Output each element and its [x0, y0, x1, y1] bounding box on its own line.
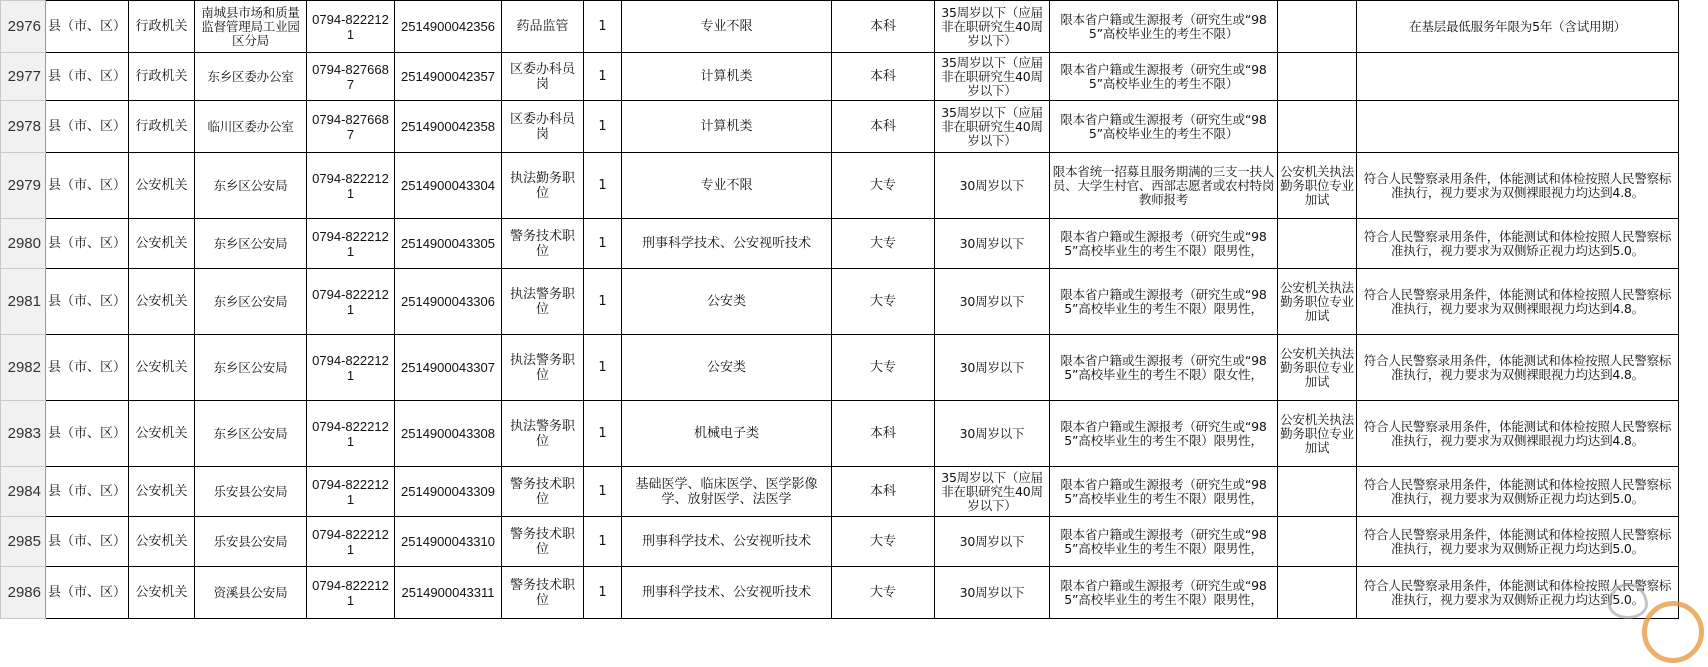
cell-post[interactable]: 药品监管: [502, 1, 584, 53]
cell-exam[interactable]: [1278, 467, 1357, 517]
cell-post[interactable]: 警务技术职位: [502, 219, 584, 269]
row-number[interactable]: 2978: [1, 101, 46, 153]
cell-code[interactable]: 2514900043306: [395, 269, 502, 335]
cell-count[interactable]: 1: [584, 269, 622, 335]
cell-code[interactable]: 2514900043310: [395, 517, 502, 567]
cell-unit[interactable]: 东乡区委办公室: [195, 53, 307, 101]
cell-age[interactable]: 30周岁以下: [935, 567, 1050, 619]
cell-phone[interactable]: 0794-8222121: [307, 219, 395, 269]
cell-post[interactable]: 警务技术职位: [502, 517, 584, 567]
cell-exam[interactable]: [1278, 219, 1357, 269]
cell-age[interactable]: 30周岁以下: [935, 517, 1050, 567]
cell-code[interactable]: 2514900042357: [395, 53, 502, 101]
cell-area[interactable]: 县（市、区）: [46, 401, 129, 467]
cell-cond[interactable]: 限本省户籍或生源报考（研究生或“985”高校毕业生的考生不限）限男性，: [1050, 401, 1278, 467]
row-number[interactable]: 2977: [1, 53, 46, 101]
cell-phone[interactable]: 0794-8222121: [307, 269, 395, 335]
cell-count[interactable]: 1: [584, 219, 622, 269]
cell-unit[interactable]: 东乡区公安局: [195, 219, 307, 269]
cell-type[interactable]: 行政机关: [129, 101, 195, 153]
cell-type[interactable]: 公安机关: [129, 401, 195, 467]
table-row: [1, 153, 1679, 219]
cell-exam[interactable]: 公安机关执法勤务职位专业加试: [1278, 269, 1357, 335]
cell-cond[interactable]: 限本省户籍或生源报考（研究生或“985”高校毕业生的考生不限）限男性，: [1050, 219, 1278, 269]
cell-exam[interactable]: [1278, 53, 1357, 101]
table-row: [1, 335, 1679, 401]
cell-phone[interactable]: 0794-8276687: [307, 53, 395, 101]
table-row: [1, 219, 1679, 269]
cell-type[interactable]: 公安机关: [129, 567, 195, 619]
cell-note[interactable]: 符合人民警察录用条件，体能测试和体检按照人民警察标准执行，视力要求为双侧裸眼视力均达到4.8。: [1357, 335, 1679, 401]
cell-area[interactable]: 县（市、区）: [46, 101, 129, 153]
cell-age[interactable]: 35周岁以下（应届非在职研究生40周岁以下）: [935, 53, 1050, 101]
cell-major[interactable]: 机械电子类: [622, 401, 832, 467]
cell-post[interactable]: 执法勤务职位: [502, 153, 584, 219]
cell-cond[interactable]: 限本省户籍或生源报考（研究生或“985”高校毕业生的考生不限）限男性，: [1050, 269, 1278, 335]
cell-age[interactable]: 35周岁以下（应届非在职研究生40周岁以下）: [935, 1, 1050, 53]
cell-cond[interactable]: 限本省户籍或生源报考（研究生或“985”高校毕业生的考生不限）: [1050, 1, 1278, 53]
table-row: [1, 401, 1679, 467]
row-number[interactable]: 2985: [1, 517, 46, 567]
cell-phone[interactable]: 0794-8222121: [307, 467, 395, 517]
table-row: [1, 1, 1679, 53]
cell-phone[interactable]: 0794-8222121: [307, 153, 395, 219]
cell-age[interactable]: 35周岁以下（应届非在职研究生40周岁以下）: [935, 101, 1050, 153]
cell-area[interactable]: 县（市、区）: [46, 517, 129, 567]
cell-exam[interactable]: [1278, 101, 1357, 153]
cell-edu[interactable]: 本科: [832, 1, 935, 53]
cell-count[interactable]: 1: [584, 567, 622, 619]
table-row: [1, 101, 1679, 153]
cell-edu[interactable]: 本科: [832, 401, 935, 467]
cell-exam[interactable]: 公安机关执法勤务职位专业加试: [1278, 335, 1357, 401]
cell-area[interactable]: 县（市、区）: [46, 269, 129, 335]
cell-edu[interactable]: 大专: [832, 153, 935, 219]
row-number[interactable]: 2982: [1, 335, 46, 401]
cell-area[interactable]: 县（市、区）: [46, 467, 129, 517]
cell-note[interactable]: 符合人民警察录用条件，体能测试和体检按照人民警察标准执行，视力要求为双侧裸眼视力均达到4.8。: [1357, 401, 1679, 467]
cell-unit[interactable]: 东乡区公安局: [195, 269, 307, 335]
cell-major[interactable]: 刑事科学技术、公安视听技术: [622, 219, 832, 269]
cell-code[interactable]: 2514900043304: [395, 153, 502, 219]
cell-note[interactable]: 符合人民警察录用条件，体能测试和体检按照人民警察标准执行，视力要求为双侧矫正视力均达到5.0。: [1357, 517, 1679, 567]
cell-post[interactable]: 执法警务职位: [502, 335, 584, 401]
cell-note[interactable]: [1357, 53, 1679, 101]
cell-phone[interactable]: 0794-8276687: [307, 101, 395, 153]
cell-post[interactable]: 警务技术职位: [502, 467, 584, 517]
cell-edu[interactable]: 本科: [832, 53, 935, 101]
cell-exam[interactable]: [1278, 517, 1357, 567]
row-number[interactable]: 2979: [1, 153, 46, 219]
row-number[interactable]: 2986: [1, 567, 46, 619]
cell-count[interactable]: 1: [584, 153, 622, 219]
row-number[interactable]: 2980: [1, 219, 46, 269]
cell-edu[interactable]: 本科: [832, 467, 935, 517]
cell-unit[interactable]: 临川区委办公室: [195, 101, 307, 153]
cell-note[interactable]: [1357, 101, 1679, 153]
cell-note[interactable]: 符合人民警察录用条件，体能测试和体检按照人民警察标准执行，视力要求为双侧矫正视力均达到5.0。: [1357, 467, 1679, 517]
cell-count[interactable]: 1: [584, 517, 622, 567]
row-number[interactable]: 2983: [1, 401, 46, 467]
cell-code[interactable]: 2514900042358: [395, 101, 502, 153]
cell-code[interactable]: 2514900042356: [395, 1, 502, 53]
cell-area[interactable]: 县（市、区）: [46, 335, 129, 401]
cell-major[interactable]: 基础医学、临床医学、医学影像学、放射医学、法医学: [622, 467, 832, 517]
cell-type[interactable]: 公安机关: [129, 269, 195, 335]
cell-edu[interactable]: 大专: [832, 567, 935, 619]
cell-cond[interactable]: 限本省户籍或生源报考（研究生或“985”高校毕业生的考生不限）限男性，: [1050, 467, 1278, 517]
cell-note[interactable]: 在基层最低服务年限为5年（含试用期）: [1357, 1, 1679, 53]
cell-age[interactable]: 30周岁以下: [935, 401, 1050, 467]
cell-type[interactable]: 公安机关: [129, 517, 195, 567]
cell-type[interactable]: 公安机关: [129, 467, 195, 517]
cell-area[interactable]: 县（市、区）: [46, 53, 129, 101]
cell-cond[interactable]: 限本省统一招募且服务期满的三支一扶人员、大学生村官、西部志愿者或农村特岗教师报考: [1050, 153, 1278, 219]
cell-edu[interactable]: 大专: [832, 335, 935, 401]
cell-cond[interactable]: 限本省户籍或生源报考（研究生或“985”高校毕业生的考生不限）: [1050, 53, 1278, 101]
cell-age[interactable]: 30周岁以下: [935, 335, 1050, 401]
cell-unit[interactable]: 乐安县公安局: [195, 517, 307, 567]
cell-type[interactable]: 行政机关: [129, 53, 195, 101]
cell-age[interactable]: 30周岁以下: [935, 153, 1050, 219]
cell-age[interactable]: 30周岁以下: [935, 269, 1050, 335]
cell-major[interactable]: 公安类: [622, 269, 832, 335]
table-row: [1, 269, 1679, 335]
table-body: [1, 1, 1679, 619]
cell-major[interactable]: 计算机类: [622, 53, 832, 101]
cell-count[interactable]: 1: [584, 467, 622, 517]
table-row: [1, 517, 1679, 567]
cell-major[interactable]: 计算机类: [622, 101, 832, 153]
cell-edu[interactable]: 本科: [832, 101, 935, 153]
row-number[interactable]: 2981: [1, 269, 46, 335]
cell-note[interactable]: 符合人民警察录用条件，体能测试和体检按照人民警察标准执行，视力要求为双侧矫正视力均达到5.0。: [1357, 567, 1679, 619]
cell-exam[interactable]: [1278, 567, 1357, 619]
cell-note[interactable]: 符合人民警察录用条件，体能测试和体检按照人民警察标准执行，视力要求为双侧矫正视力均达到5.0。: [1357, 219, 1679, 269]
cell-post[interactable]: 区委办科员岗: [502, 101, 584, 153]
cell-unit[interactable]: 东乡区公安局: [195, 153, 307, 219]
cell-cond[interactable]: 限本省户籍或生源报考（研究生或“985”高校毕业生的考生不限）限女性，: [1050, 335, 1278, 401]
cell-count[interactable]: 1: [584, 401, 622, 467]
cell-area[interactable]: 县（市、区）: [46, 567, 129, 619]
cell-phone[interactable]: 0794-8222121: [307, 567, 395, 619]
cell-count[interactable]: 1: [584, 101, 622, 153]
cell-post[interactable]: 执法警务职位: [502, 269, 584, 335]
row-number[interactable]: 2976: [1, 1, 46, 53]
table-row: [1, 567, 1679, 619]
cell-exam[interactable]: [1278, 1, 1357, 53]
cell-type[interactable]: 公安机关: [129, 153, 195, 219]
cell-unit[interactable]: 资溪县公安局: [195, 567, 307, 619]
cell-age[interactable]: 35周岁以下（应届非在职研究生40周岁以下）: [935, 467, 1050, 517]
cell-code[interactable]: 2514900043307: [395, 335, 502, 401]
table-row: [1, 467, 1679, 517]
cell-phone[interactable]: 0794-8222121: [307, 1, 395, 53]
cell-major[interactable]: 专业不限: [622, 153, 832, 219]
cell-edu[interactable]: 大专: [832, 219, 935, 269]
cell-cond[interactable]: 限本省户籍或生源报考（研究生或“985”高校毕业生的考生不限）限男性，: [1050, 517, 1278, 567]
cell-type[interactable]: 公安机关: [129, 219, 195, 269]
cell-major[interactable]: 公安类: [622, 335, 832, 401]
cell-edu[interactable]: 大专: [832, 269, 935, 335]
cell-unit[interactable]: 东乡区公安局: [195, 401, 307, 467]
cell-area[interactable]: 县（市、区）: [46, 153, 129, 219]
row-number[interactable]: 2984: [1, 467, 46, 517]
cell-area[interactable]: 县（市、区）: [46, 219, 129, 269]
cell-code[interactable]: 2514900043309: [395, 467, 502, 517]
cell-exam[interactable]: 公安机关执法勤务职位专业加试: [1278, 401, 1357, 467]
cell-count[interactable]: 1: [584, 53, 622, 101]
cell-type[interactable]: 行政机关: [129, 1, 195, 53]
cell-major[interactable]: 专业不限: [622, 1, 832, 53]
cell-unit[interactable]: 东乡区公安局: [195, 335, 307, 401]
cell-post[interactable]: 执法警务职位: [502, 401, 584, 467]
cell-note[interactable]: 符合人民警察录用条件，体能测试和体检按照人民警察标准执行，视力要求为双侧裸眼视力均达到4.8。: [1357, 269, 1679, 335]
cell-code[interactable]: 2514900043311: [395, 567, 502, 619]
cell-phone[interactable]: 0794-8222121: [307, 335, 395, 401]
cell-code[interactable]: 2514900043308: [395, 401, 502, 467]
cell-phone[interactable]: 0794-8222121: [307, 401, 395, 467]
cell-area[interactable]: 县（市、区）: [46, 1, 129, 53]
cell-major[interactable]: 刑事科学技术、公安视听技术: [622, 517, 832, 567]
cell-cond[interactable]: 限本省户籍或生源报考（研究生或“985”高校毕业生的考生不限）: [1050, 101, 1278, 153]
cell-note[interactable]: 符合人民警察录用条件，体能测试和体检按照人民警察标准执行，视力要求为双侧裸眼视力均达到4.8。: [1357, 153, 1679, 219]
cell-count[interactable]: 1: [584, 335, 622, 401]
table-row: [1, 53, 1679, 101]
cell-code[interactable]: 2514900043305: [395, 219, 502, 269]
cell-unit[interactable]: 南城县市场和质量监督管理局工业园区分局: [195, 1, 307, 53]
cell-count[interactable]: 1: [584, 1, 622, 53]
cell-post[interactable]: 区委办科员岗: [502, 53, 584, 101]
cell-unit[interactable]: 乐安县公安局: [195, 467, 307, 517]
cell-type[interactable]: 公安机关: [129, 335, 195, 401]
cell-major[interactable]: 刑事科学技术、公安视听技术: [622, 567, 832, 619]
cell-phone[interactable]: 0794-8222121: [307, 517, 395, 567]
cell-age[interactable]: 30周岁以下: [935, 219, 1050, 269]
cell-edu[interactable]: 大专: [832, 517, 935, 567]
cell-post[interactable]: 警务技术职位: [502, 567, 584, 619]
cell-cond[interactable]: 限本省户籍或生源报考（研究生或“985”高校毕业生的考生不限）限男性，: [1050, 567, 1278, 619]
cell-exam[interactable]: 公安机关执法勤务职位专业加试: [1278, 153, 1357, 219]
